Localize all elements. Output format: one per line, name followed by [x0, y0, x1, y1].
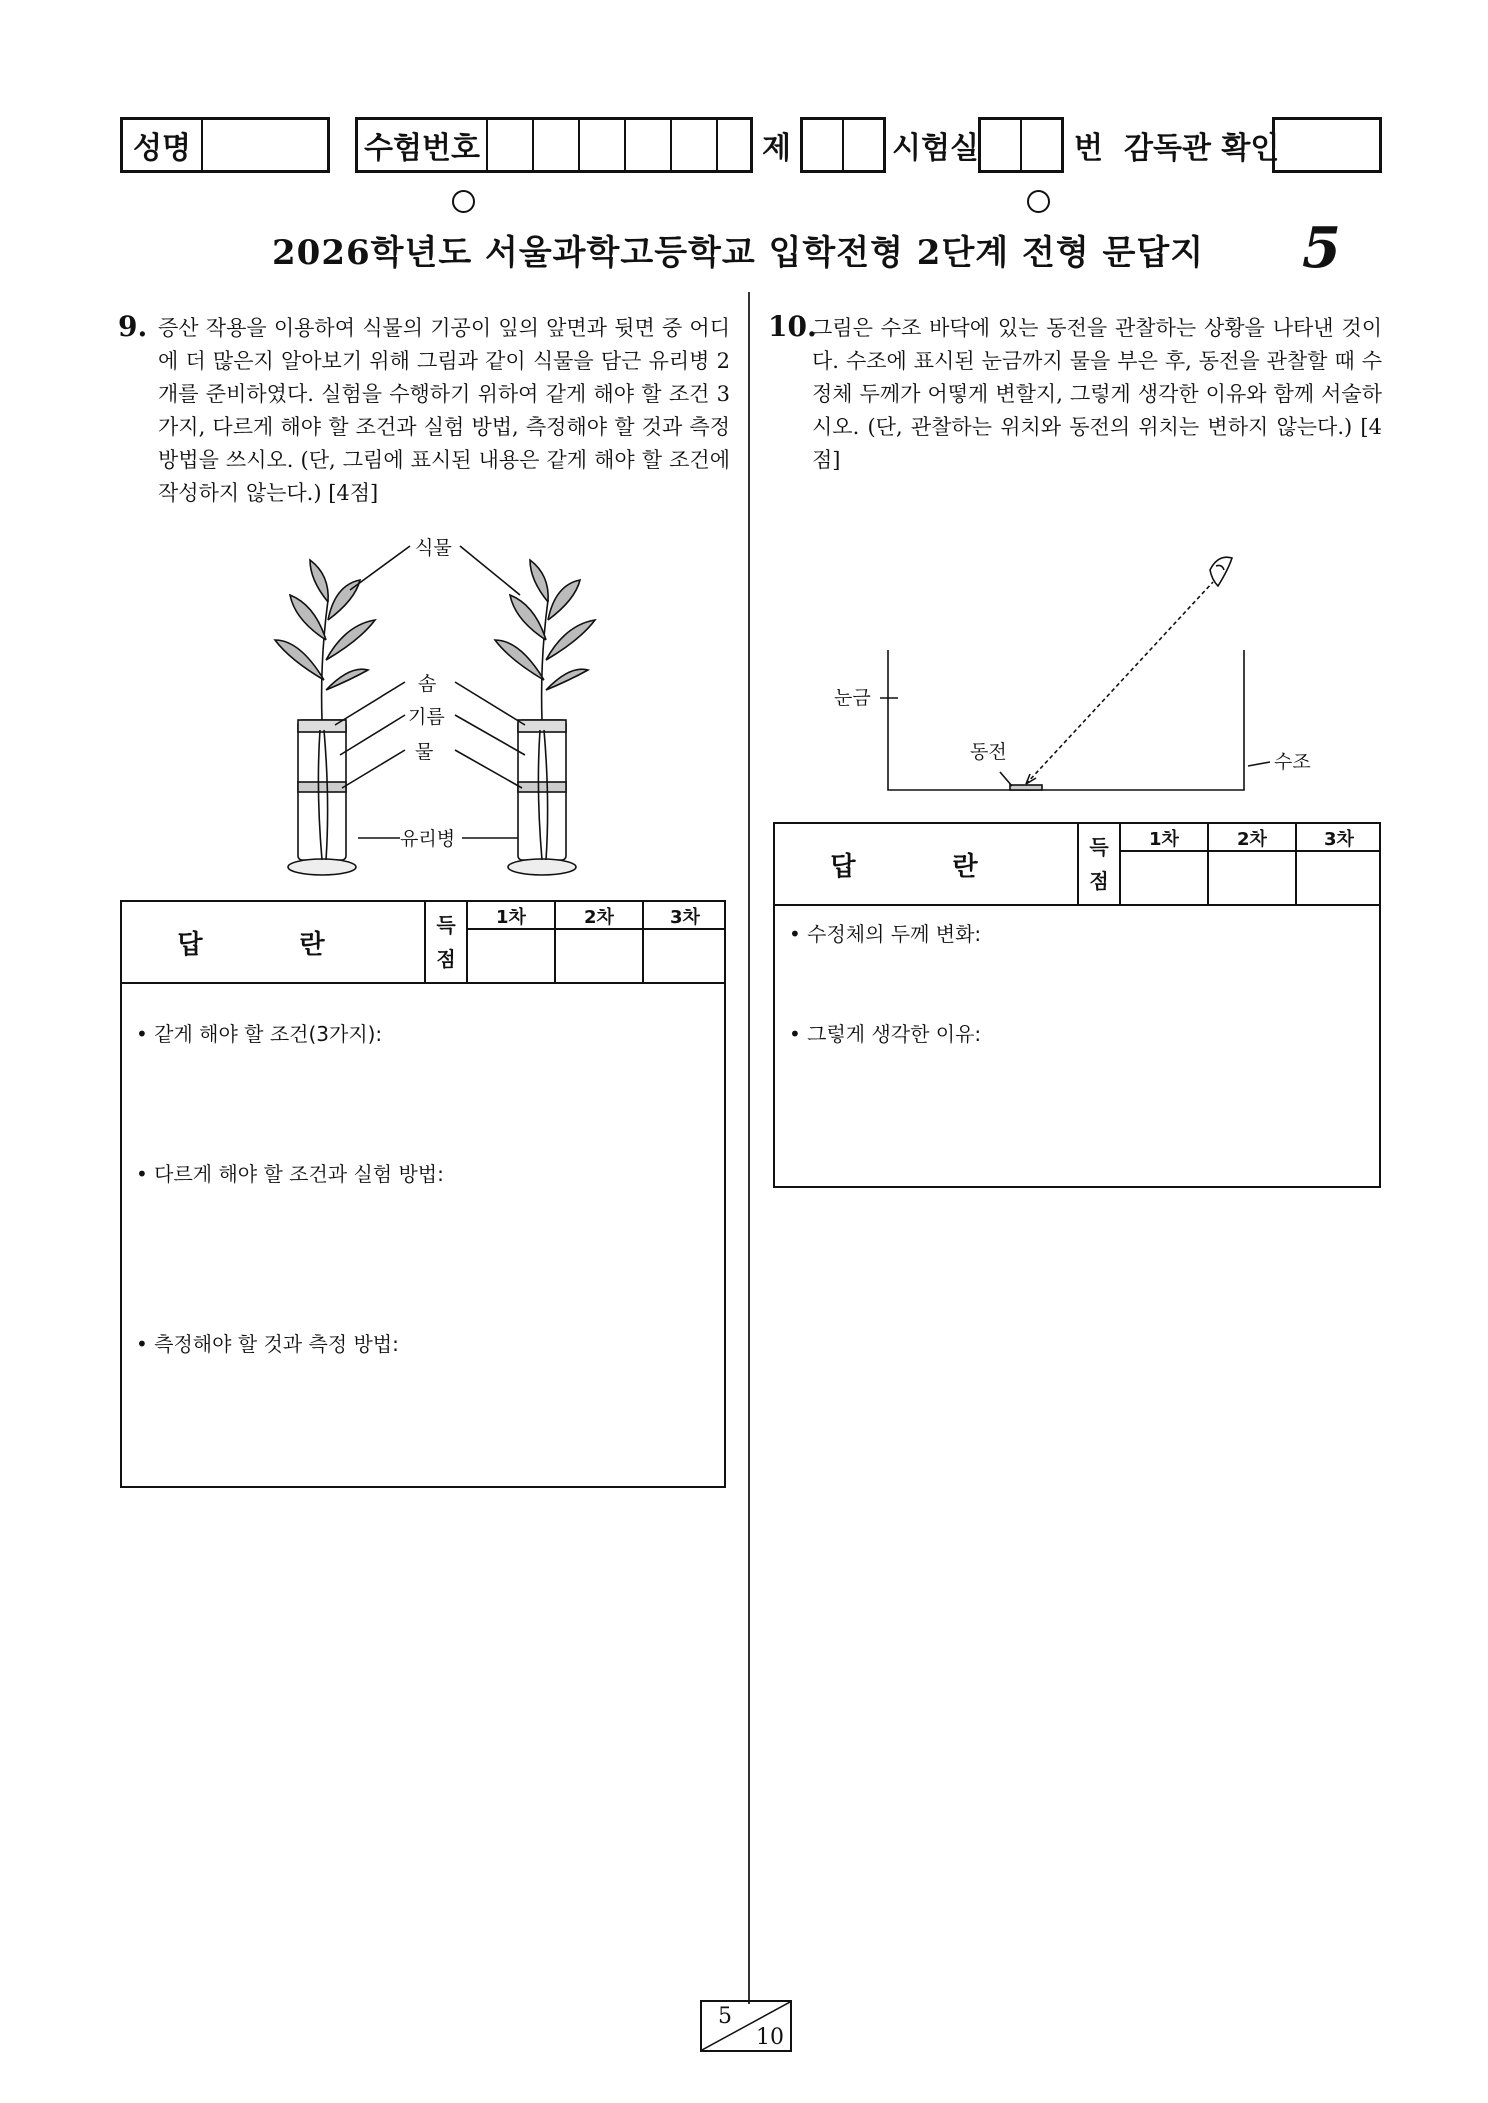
je-label: 제	[762, 131, 791, 166]
q9-round-2: 2차	[584, 907, 614, 928]
label-plant: 식물	[415, 537, 452, 559]
beon-label: 번	[1074, 131, 1103, 166]
column-divider	[748, 292, 750, 2004]
page-title: 2026학년도 서울과학고등학교 입학전형 2단계 전형 문답지	[272, 233, 1205, 273]
seat-digit-2[interactable]	[1020, 120, 1061, 170]
page-number-box	[700, 2000, 792, 2052]
q9-round-3: 3차	[670, 907, 700, 928]
q10-text: 그림은 수조 바닥에 있는 동전을 관찰하는 상황을 나타낸 것이다. 수조에 표시된 눈금까지 물을 부은 후, 동전을 관찰할 때 수정체 두께가 어떻게 변할지, 그렇게 생각한 이유와 함께 서술하시오. (단, 관찰하는 위치와 동전의 위치는 변하지 않는다.) [4점]	[812, 316, 1382, 472]
page-current: 5	[718, 2004, 732, 2029]
q10-score-cell-1[interactable]	[1121, 852, 1207, 904]
q9-score-label-2: 점	[436, 947, 456, 971]
q9-score-cell-2[interactable]	[556, 930, 642, 982]
q10-score-label-2: 점	[1089, 869, 1109, 893]
q10-tank-figure	[820, 540, 1340, 800]
q9-item-measurement: • 측정해야 할 것과 측정 방법:	[136, 1332, 399, 1356]
q10-score-cell-3[interactable]	[1297, 852, 1381, 904]
exam-digit-6[interactable]	[716, 120, 750, 170]
q9-score-cell-3[interactable]	[644, 930, 726, 982]
label-coin: 동전	[970, 741, 1007, 763]
label-tank: 수조	[1274, 751, 1311, 773]
label-oil: 기름	[408, 706, 445, 728]
supervisor-label: 감독관 확인	[1124, 131, 1280, 166]
label-cotton: 솜	[418, 673, 437, 695]
q10-score-label-1: 득	[1089, 835, 1109, 859]
exam-digit-4[interactable]	[624, 120, 670, 170]
exam-digit-1[interactable]	[486, 120, 532, 170]
name-field[interactable]	[201, 120, 327, 170]
q9-text: 증산 작용을 이용하여 식물의 기공이 잎의 앞면과 뒷면 중 어디에 더 많은지 알아보기 위해 그림과 같이 식물을 담근 유리병 2개를 준비하였다. 실험을 수행하기 위하여 같게 해야 할 조건 3가지, 다르게 해야 할 조건과 실험 방법, 측정해야 할 것과 측정 방법을 쓰시오. (단, 그림에 표시된 내용은 같게 해야 할 조건에 작성하지 않는다.) [4점]	[158, 316, 730, 505]
q10-answer-label: 답 란	[830, 851, 1022, 882]
q10-item-lens-change: • 수정체의 두께 변화:	[789, 922, 982, 946]
room-box-2	[978, 117, 1064, 173]
q9-score-label-1: 득	[436, 913, 456, 937]
room-label: 시험실	[892, 131, 979, 166]
room-box-1	[800, 117, 886, 173]
seat-digit-1[interactable]	[981, 120, 1020, 170]
q9-answer-table	[120, 900, 726, 1488]
q10-item-reason: • 그렇게 생각한 이유:	[789, 1022, 982, 1046]
label-bottle: 유리병	[400, 828, 456, 850]
q10-round-2: 2차	[1237, 829, 1267, 850]
q10-answer-area[interactable]	[775, 906, 1379, 1186]
room-digit-1[interactable]	[803, 120, 842, 170]
q9-answer-area[interactable]	[122, 984, 724, 1486]
q9-item-different-condition: • 다르게 해야 할 조건과 실험 방법:	[136, 1162, 444, 1186]
label-water: 물	[415, 741, 434, 763]
q9-plant-figure	[250, 530, 680, 880]
q10-round-1: 1차	[1149, 829, 1179, 850]
q9-score-cell-1[interactable]	[468, 930, 554, 982]
exam-digit-5[interactable]	[670, 120, 716, 170]
room-digit-2[interactable]	[842, 120, 883, 170]
q9-number: 9.	[118, 310, 148, 343]
q10-round-3: 3차	[1324, 829, 1354, 850]
q10-answer-table	[773, 822, 1381, 1188]
q10-score-cell-2[interactable]	[1209, 852, 1295, 904]
label-scale: 눈금	[834, 687, 871, 709]
supervisor-sign-box[interactable]	[1272, 117, 1382, 173]
q10-number: 10.	[768, 310, 817, 343]
page-total: 10	[756, 2025, 784, 2050]
punch-hole-right	[1027, 190, 1050, 213]
name-box	[120, 117, 330, 173]
exam-number-box	[355, 117, 753, 173]
punch-hole-left	[452, 190, 475, 213]
q9-item-same-conditions: • 같게 해야 할 조건(3가지):	[136, 1022, 383, 1046]
q9-round-1: 1차	[496, 907, 526, 928]
exam-digit-2[interactable]	[532, 120, 578, 170]
exam-digit-3[interactable]	[578, 120, 624, 170]
big-page-number: 5	[1302, 215, 1341, 281]
exam-number-label: 수험번호	[364, 131, 480, 166]
name-label: 성명	[133, 131, 191, 166]
q9-answer-label: 답 란	[177, 929, 369, 960]
